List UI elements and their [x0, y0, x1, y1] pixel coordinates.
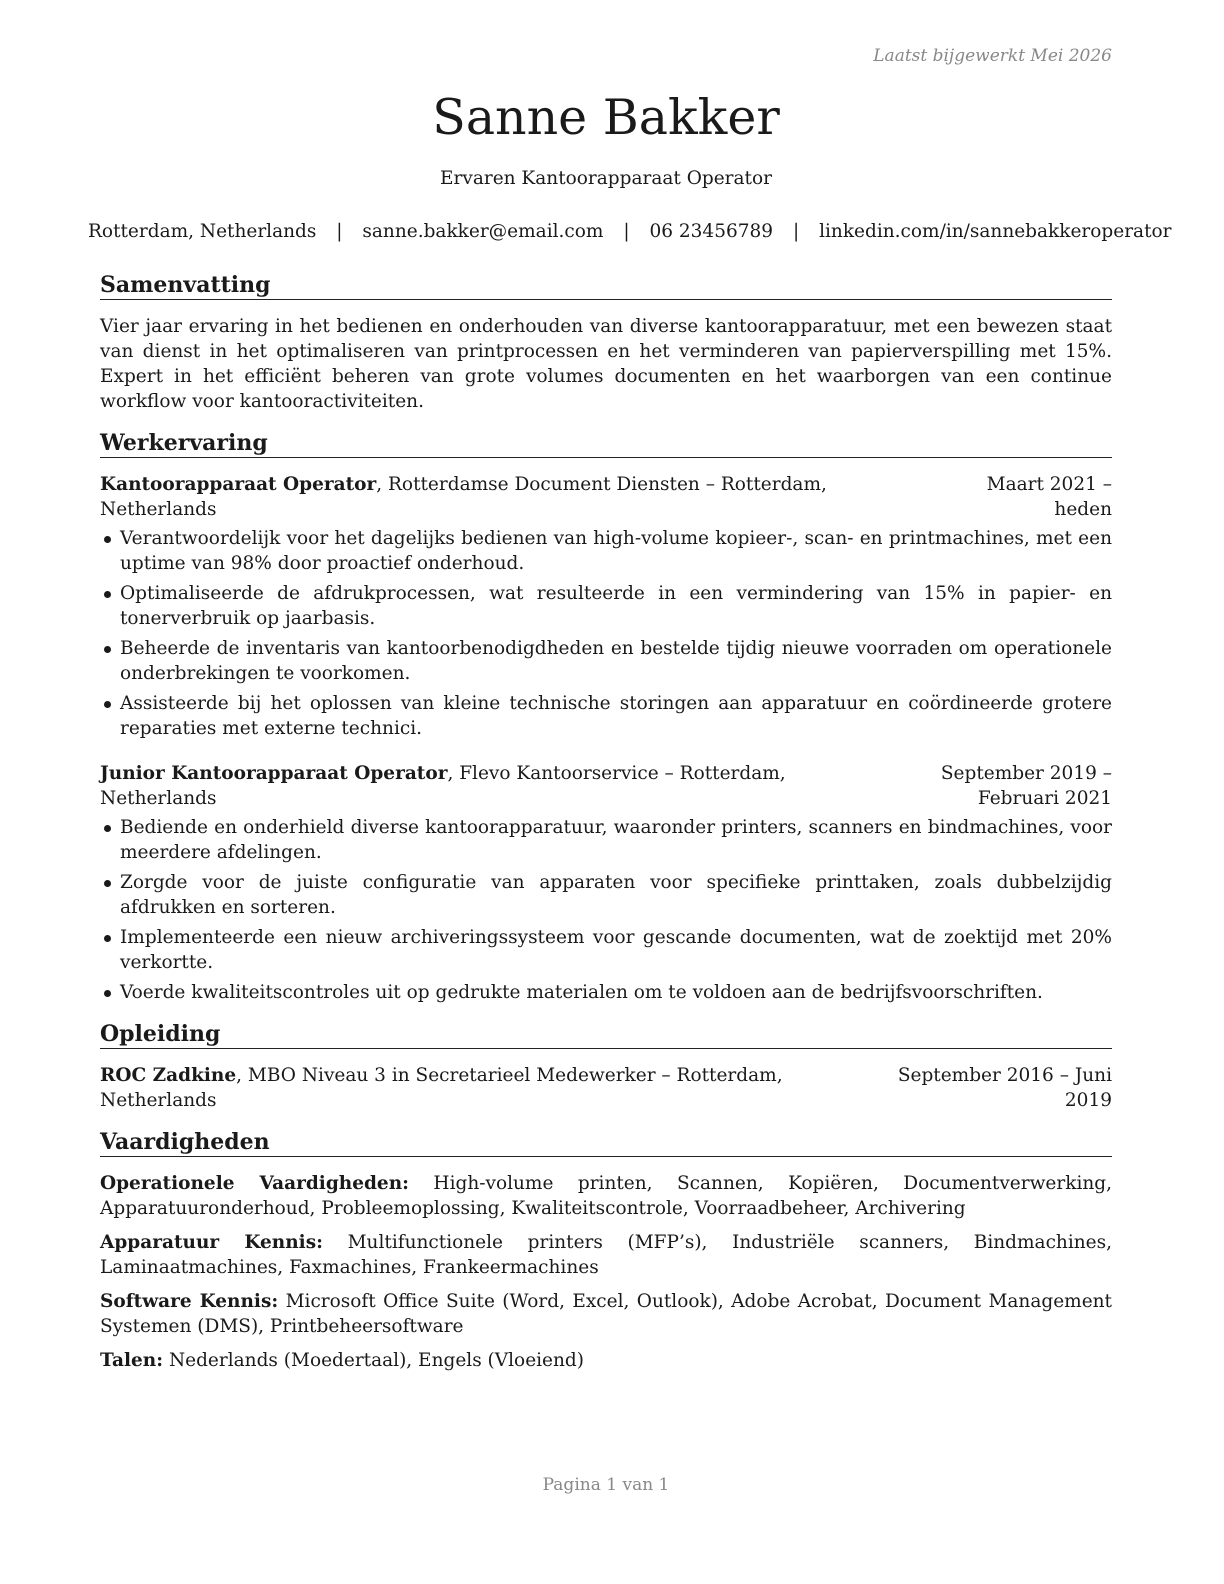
- contact-location: Rotterdam, Netherlands: [88, 221, 317, 242]
- contact-email[interactable]: sanne.bakker@email.com: [362, 221, 604, 242]
- experience-section: [100, 430, 1112, 1005]
- job-role: Kantoorapparaat Operator: [100, 474, 377, 495]
- job-role: Junior Kantoorapparaat Operator: [100, 763, 448, 784]
- list-item: Assisteerde bij het oplossen van kleine technische storingen aan apparatuur en coördineerde grotere reparaties met externe technici.: [100, 691, 1112, 741]
- skill-text: High-volume printen, Scannen, Kopiëren, Documentverwerking, Apparatuuronderhoud, Probleemoplossing, Kwaliteitscontrole, Voorraadbeheer, Archivering: [100, 1173, 1112, 1219]
- section-title-education: Opleiding: [100, 1021, 1112, 1049]
- section-title-skills: Vaardigheden: [100, 1129, 1112, 1157]
- skill-group: [100, 1230, 1112, 1280]
- skill-group: [100, 1348, 1112, 1373]
- skill-label: Software Kennis:: [100, 1291, 279, 1312]
- list-item: Bediende en onderhield diverse kantoorapparatuur, waaronder printers, scanners en bindmachines, voor meerdere afdelingen.: [100, 815, 1112, 865]
- resume-content: [100, 272, 1112, 1389]
- job-entry: [100, 761, 1112, 1005]
- job-header: [100, 472, 1112, 522]
- summary-section: [100, 272, 1112, 414]
- skills-section: [100, 1129, 1112, 1373]
- contact-phone: 06 23456789: [649, 221, 774, 242]
- job-bullets: [100, 526, 1112, 741]
- job-entry: [100, 472, 1112, 741]
- job-bullets: [100, 815, 1112, 1005]
- contact-separator: |: [792, 221, 800, 242]
- skill-group: [100, 1289, 1112, 1339]
- summary-text: Vier jaar ervaring in het bedienen en onderhouden van diverse kantoorapparatuur, met een bewezen staat van dienst in het optimaliseren van printprocessen en het verminderen van papierverspilling met 15%. Expert in het efficiënt beheren van grote volumes documenten en het waarborgen van een continue workflow voor kantooractiviteiten.: [100, 316, 1112, 412]
- job-header: [100, 761, 1112, 811]
- skill-label: Apparatuur Kennis:: [100, 1232, 323, 1253]
- job-company: , Flevo Kantoorservice – Rotterdam, Netherlands: [100, 763, 786, 809]
- contact-separator: |: [623, 221, 630, 242]
- education-detail: , MBO Niveau 3 in Secretarieel Medewerker – Rotterdam, Netherlands: [100, 1065, 783, 1111]
- contact-linkedin[interactable]: linkedin.com/in/sannebakkeroperator: [819, 221, 1172, 242]
- education-section: [100, 1021, 1112, 1113]
- skill-group: [100, 1171, 1112, 1221]
- skill-text: Nederlands (Moedertaal), Engels (Vloeiend): [163, 1350, 584, 1371]
- skill-text: Microsoft Office Suite (Word, Excel, Outlook), Adobe Acrobat, Document Management Systemen (DMS), Printbeheersoftware: [100, 1291, 1112, 1337]
- list-item: Beheerde de inventaris van kantoorbenodigdheden en bestelde tijdig nieuwe voorraden om operationele onderbrekingen te voorkomen.: [100, 636, 1112, 686]
- skill-label: Talen:: [100, 1350, 164, 1371]
- job-company: , Rotterdamse Document Diensten – Rotterdam, Netherlands: [100, 474, 827, 520]
- last-updated: Laatst bijgewerkt Mei 2026: [873, 46, 1112, 66]
- list-item: Implementeerde een nieuw archiveringssysteem voor gescande documenten, wat de zoektijd met 20% verkortte.: [100, 925, 1112, 975]
- job-dates: September 2019 – Februari 2021: [940, 763, 1112, 809]
- list-item: Voerde kwaliteitscontroles uit op gedrukte materialen om te voldoen aan de bedrijfsvoorschriften.: [100, 980, 1112, 1005]
- education-school: ROC Zadkine: [100, 1065, 237, 1086]
- list-item: Zorgde voor de juiste configuratie van apparaten voor specifieke printtaken, zoals dubbelzijdig afdrukken en sorteren.: [100, 870, 1112, 920]
- job-dates: Maart 2021 – heden: [986, 474, 1112, 520]
- candidate-name: Sanne Bakker: [432, 89, 780, 146]
- contact-line: [88, 219, 1172, 244]
- list-item: Optimaliseerde de afdrukprocessen, wat resulteerde in een vermindering van 15% in papier- en tonerverbruik op jaarbasis.: [100, 581, 1112, 631]
- section-title-experience: Werkervaring: [100, 430, 1112, 458]
- contact-separator: |: [336, 221, 343, 242]
- skill-text: Multifunctionele printers (MFP’s), Industriële scanners, Bindmachines, Laminaatmachines, Faxmachines, Frankeermachines: [100, 1232, 1113, 1278]
- education-dates: September 2016 – Juni 2019: [897, 1065, 1112, 1111]
- section-title-summary: Samenvatting: [100, 272, 1112, 300]
- list-item: Verantwoordelijk voor het dagelijks bedienen van high-volume kopieer-, scan- en printmachines, met een uptime van 98% door proactief onderhoud.: [100, 526, 1112, 576]
- page-number: Pagina 1 van 1: [542, 1475, 670, 1495]
- education-entry: [100, 1063, 1112, 1113]
- candidate-headline: Ervaren Kantoorapparaat Operator: [440, 168, 772, 189]
- skill-label: Operationele Vaardigheden:: [100, 1173, 409, 1194]
